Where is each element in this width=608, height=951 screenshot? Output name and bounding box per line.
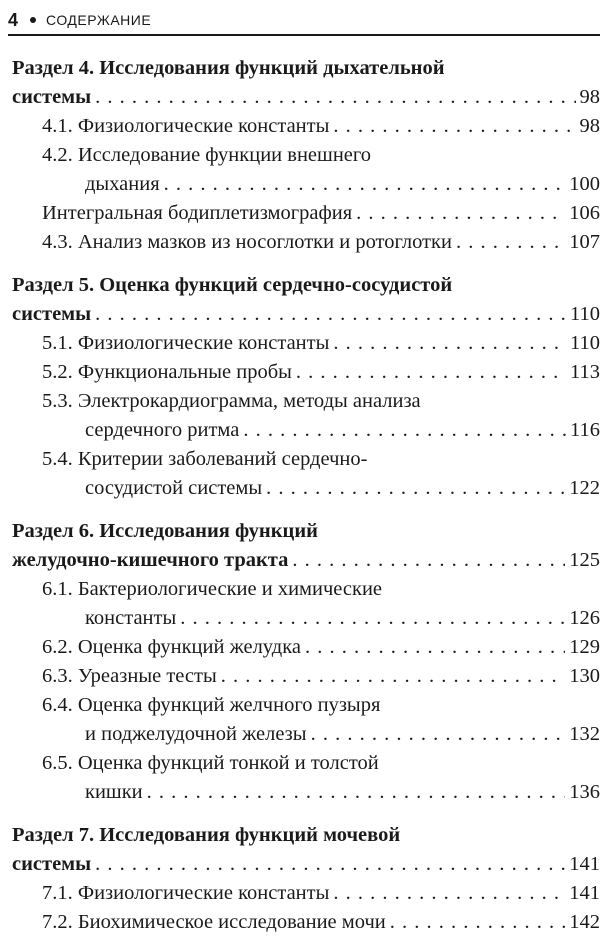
page-ref: 126 xyxy=(569,607,600,629)
page-ref: 132 xyxy=(569,723,600,745)
page-ref: 142 xyxy=(569,911,600,933)
page-ref: 113 xyxy=(570,361,600,383)
toc-entry-cont: дыхания . . . 100 xyxy=(12,170,600,199)
page-ref: 122 xyxy=(569,477,600,499)
page-ref: 107 xyxy=(569,231,600,253)
toc-entry: 6.3. Уреазные тесты . . . 130 xyxy=(12,662,600,691)
toc-entry: 5.2. Функциональные пробы . . . 113 xyxy=(12,358,600,387)
table-of-contents xyxy=(12,54,600,951)
section-title-cont: желудочно-кишечного тракта . . . 125 xyxy=(12,546,600,575)
toc-entry: 5.1. Физиологические константы . . . 110 xyxy=(12,329,600,358)
page-ref: 136 xyxy=(569,781,600,803)
page-ref: 129 xyxy=(569,636,600,658)
section-title: Раздел 6. Исследования функций xyxy=(12,520,318,542)
page-ref: 98 xyxy=(579,86,600,108)
toc-entry: 5.3. Электрокардиограмма, методы анализа xyxy=(42,390,421,412)
toc-entry: 4.2. Исследование функции внешнего xyxy=(42,144,372,166)
toc-entry-cont: кишки . . . 136 xyxy=(12,778,600,807)
page-ref: 100 xyxy=(569,173,600,195)
page-ref: 116 xyxy=(570,419,600,441)
section-title: Раздел 5. Оценка функций сердечно-сосудистой xyxy=(12,274,453,296)
toc-entry: 4.1. Физиологические константы . . . 98 xyxy=(12,112,600,141)
toc-entry: 6.4. Оценка функций желчного пузыря xyxy=(42,694,381,716)
toc-entry: Интегральная бодиплетизмография . . . 106 xyxy=(12,199,600,228)
toc-entry-cont: сосудистой системы . . . 122 xyxy=(12,474,600,503)
page-ref: 110 xyxy=(570,303,600,325)
page-ref: 125 xyxy=(569,549,600,571)
toc-entry-cont: и поджелудочной железы . . . 132 xyxy=(12,720,600,749)
page-ref: 130 xyxy=(569,665,600,687)
section-title-cont: системы . . . 141 xyxy=(12,850,600,879)
toc-entry: 6.2. Оценка функций желудка . . . 129 xyxy=(12,633,600,662)
page-number: 4 xyxy=(8,9,19,30)
section-title: Раздел 7. Исследования функций мочевой xyxy=(12,824,401,846)
toc-section-7 xyxy=(12,821,600,937)
running-header xyxy=(8,6,600,36)
toc-entry: 4.3. Анализ мазков из носоглотки и ротоглотки . . . 107 xyxy=(12,228,600,257)
toc-section-5 xyxy=(12,271,600,503)
toc-entry-cont: сердечного ритма . . . 116 xyxy=(12,416,600,445)
toc-entry: 7.2. Биохимическое исследование мочи . . . 142 xyxy=(12,908,600,937)
page-ref: 110 xyxy=(570,332,600,354)
section-title-cont: системы . . . 98 xyxy=(12,83,600,112)
toc-entry: 6.1. Бактериологические и химические xyxy=(42,578,383,600)
bullet-icon xyxy=(30,17,36,23)
toc-entry-cont: константы . . . 126 xyxy=(12,604,600,633)
section-title-cont: системы . . . 110 xyxy=(12,300,600,329)
toc-section-4 xyxy=(12,54,600,257)
page-ref: 141 xyxy=(569,882,600,904)
page-ref: 141 xyxy=(569,853,600,875)
toc-section-6 xyxy=(12,517,600,807)
running-title: СОДЕРЖАНИЕ xyxy=(46,12,152,28)
toc-entry: 5.4. Критерии заболеваний сердечно- xyxy=(42,448,368,470)
page-ref: 98 xyxy=(579,115,600,137)
page-ref: 106 xyxy=(569,202,600,224)
toc-entry: 6.5. Оценка функций тонкой и толстой xyxy=(42,752,379,774)
toc-entry: 7.1. Физиологические константы . . . 141 xyxy=(12,879,600,908)
section-title: Раздел 4. Исследования функций дыхательной xyxy=(12,57,445,79)
